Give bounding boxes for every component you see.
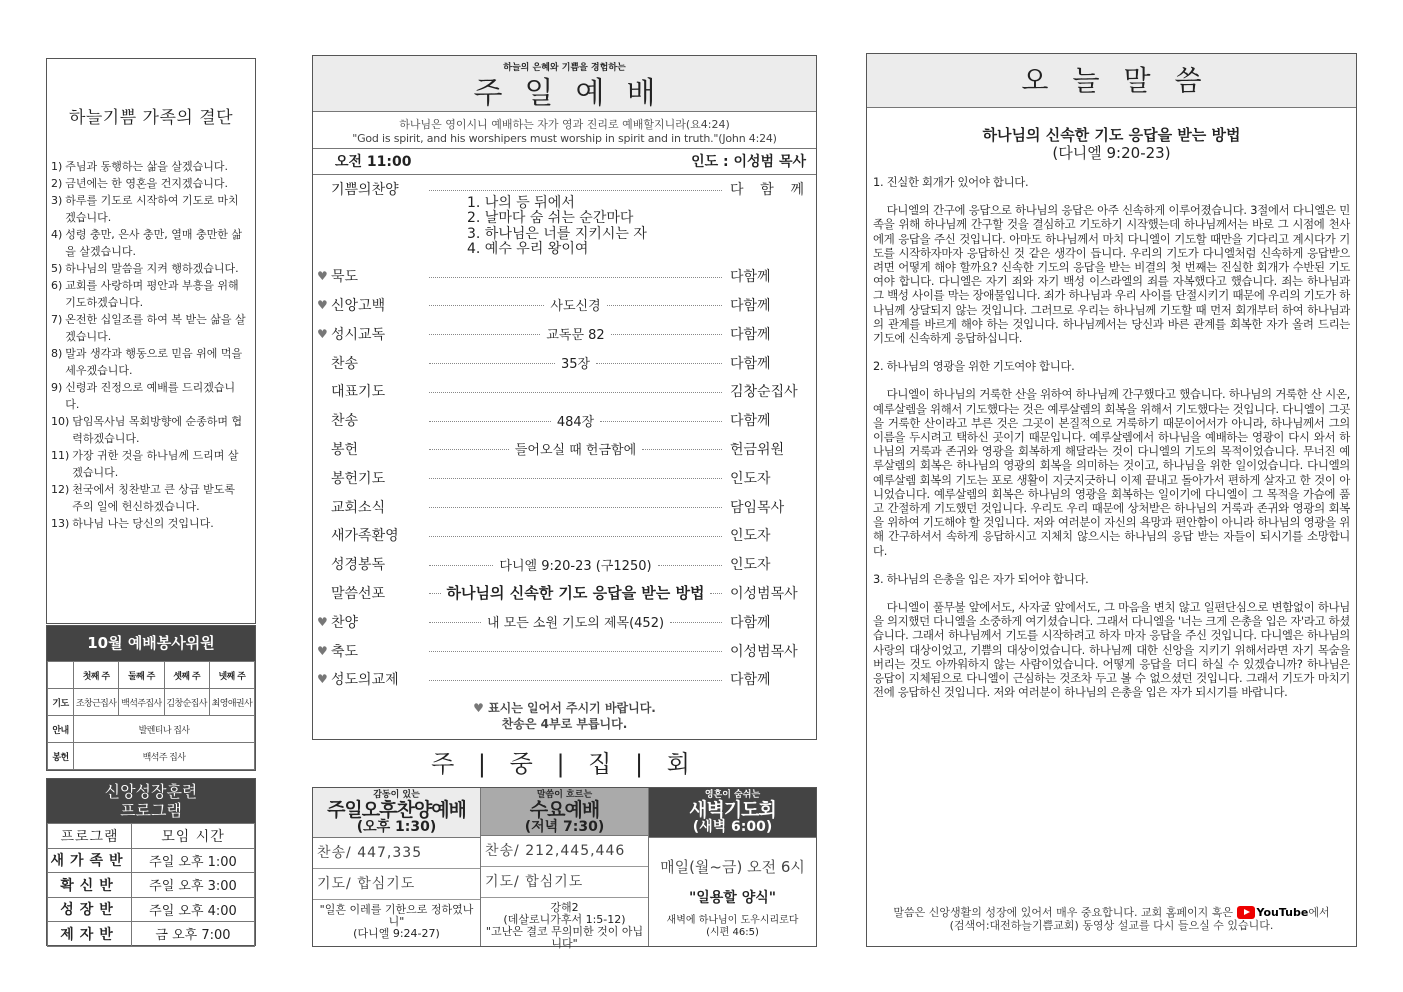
heart-icon: ♥ — [317, 269, 328, 284]
service-title: 주일예배 — [473, 76, 678, 111]
order-content-wrap — [429, 275, 722, 278]
resolution-item — [51, 277, 249, 311]
dotted-line — [429, 680, 722, 681]
footer-text-b: 에서 — [1308, 905, 1330, 919]
prayer-week-3: 김창순집사 — [164, 689, 209, 716]
order-content: 교독문 82 — [546, 328, 605, 344]
dotted-line — [658, 565, 722, 566]
sunday-afternoon-service — [313, 788, 481, 946]
order-who: 이성범목사 — [730, 643, 798, 660]
order-content-wrap — [429, 353, 722, 372]
dotted-line — [600, 421, 722, 422]
dotted-line — [429, 449, 509, 450]
order-label: 성도의교제 — [331, 672, 399, 689]
order-who: 담임목사 — [730, 499, 785, 516]
dotted-line — [429, 305, 544, 306]
order-row — [317, 607, 804, 636]
order-who: 인도자 — [730, 528, 771, 545]
opening-song: 2. 날마다 숨 쉬는 순간마다 — [467, 210, 634, 227]
training-time: 주일 오후 4:00 — [132, 897, 255, 922]
order-row — [317, 348, 804, 377]
resolution-item — [51, 260, 249, 277]
order-content-wrap — [429, 411, 722, 430]
resolution-text: 담임목사님 목회방향에 순종하며 협력하겠습니다. — [72, 415, 243, 445]
dotted-line — [429, 478, 722, 479]
dotted-line — [429, 277, 722, 278]
order-label: 말씀선포 — [331, 585, 386, 602]
footer-text-c: (검색어:대전하늘기쁨교회) 동영상 설교를 다시 들으실 수 있습니다. — [949, 919, 1274, 932]
sunday-hymn: 찬송/ 447,335 — [313, 838, 480, 869]
dotted-line — [429, 622, 481, 623]
order-label: 묵도 — [331, 269, 359, 286]
resolution-text: 말과 생각과 행동으로 믿음 위에 먹을 세우겠습니다. — [65, 347, 243, 377]
order-content: 내 모든 소원 기도의 제목(452) — [486, 616, 665, 632]
order-row — [317, 406, 804, 435]
resolution-item — [51, 345, 249, 379]
sermon-reference: (다니엘 9:20-23) — [1052, 144, 1171, 162]
order-label: 새가족환영 — [331, 528, 399, 545]
order-content: 다니엘 9:20-23 (구1250) — [499, 558, 652, 574]
order-content-wrap — [429, 649, 722, 652]
training-title — [47, 779, 255, 823]
order-who: 인도자 — [730, 557, 771, 574]
empty-cell — [48, 662, 74, 689]
opening-song: 4. 예수 우리 왕이여 — [467, 241, 589, 258]
sunday-sermon — [313, 900, 480, 946]
order-who: 김창순집사 — [730, 384, 798, 401]
resolution-item — [51, 175, 249, 192]
weekly-gatherings-title: 주 | 중 | 집 | 회 — [431, 750, 698, 778]
order-who: 다함께 — [730, 326, 771, 343]
wednesday-ref: (데살로니가후서 1:5-12) — [503, 913, 626, 926]
wednesday-hymn: 찬송/ 212,445,446 — [481, 836, 648, 867]
dawn-prayer-meeting — [649, 788, 816, 946]
order-who: 인도자 — [730, 470, 771, 487]
sunday-sermon-title: "일흔 이레를 기한으로 정하였나니" — [319, 903, 474, 928]
order-content-wrap — [429, 534, 722, 537]
sermon-point: 1. 진실한 회개가 있어야 합니다. — [873, 175, 1029, 189]
heart-icon: ♥ — [473, 700, 484, 715]
sunday-name: 주일오후찬양예배 — [327, 799, 466, 821]
prayer-week-4: 최영애권사 — [209, 689, 254, 716]
dawn-verse — [649, 915, 816, 939]
order-content-wrap — [429, 324, 722, 343]
order-content-wrap — [429, 555, 722, 574]
training-program: 새가족반 — [48, 848, 132, 873]
resolution-number: 4) — [51, 228, 63, 241]
dawn-name: 새벽기도회 — [689, 799, 776, 821]
dawn-theme: "일용할 양식" — [688, 890, 777, 906]
order-content-wrap — [429, 612, 722, 631]
dotted-line — [429, 565, 493, 566]
resolution-number: 3) — [51, 194, 63, 207]
resolution-number: 13) — [51, 517, 70, 530]
resolution-text: 금년에는 한 영혼을 건지겠습니다. — [65, 177, 229, 190]
sermon-body — [867, 175, 1356, 700]
order-who: 다함께 — [730, 297, 771, 314]
dotted-line — [596, 363, 722, 364]
order-content: 하나님의 신속한 기도 응답을 받는 방법 — [446, 584, 705, 603]
heart-icon: ♥ — [317, 297, 328, 312]
wednesday-prayer: 기도/ 합심기도 — [481, 867, 648, 898]
order-label: 찬송 — [331, 355, 359, 372]
dotted-line — [429, 536, 722, 537]
dotted-line — [429, 507, 722, 508]
resolution-item — [51, 158, 249, 175]
resolution-number: 6) — [51, 279, 63, 292]
opening-song: 3. 하나님은 너를 지키시는 자 — [467, 225, 647, 242]
order-row — [317, 550, 804, 579]
sunday-afternoon-header — [313, 788, 480, 838]
resolution-text: 하루를 기도로 시작하여 기도로 마치겠습니다. — [65, 194, 239, 224]
order-label: 대표기도 — [331, 384, 386, 401]
order-who: 이성범목사 — [730, 585, 798, 602]
resolution-text: 하나님 나는 당신의 것입니다. — [72, 517, 214, 530]
resolution-text: 성령 충만, 은사 충만, 열매 충만한 삶을 살겠습니다. — [65, 228, 243, 258]
col-program: 프로그램 — [48, 824, 132, 849]
training-row — [48, 873, 255, 898]
prayer-label: 기도 — [48, 689, 74, 716]
resolution-item — [51, 226, 249, 260]
prayer-week-1: 조창근집사 — [74, 689, 119, 716]
dotted-line — [670, 622, 722, 623]
resolution-text: 온전한 십일조를 하여 복 받는 삶을 살겠습니다. — [65, 313, 246, 343]
weekly-gatherings-panel — [312, 787, 817, 950]
usher-name: 발렌티나 집사 — [74, 716, 255, 743]
sermon-title: 하나님의 신속한 기도 응답을 받는 방법 — [982, 126, 1241, 144]
heart-icon: ♥ — [317, 672, 328, 687]
dotted-line — [642, 449, 722, 450]
training-header-row — [48, 824, 255, 849]
order-label: 기쁨의찬양 — [331, 182, 399, 199]
order-label: 축도 — [331, 643, 359, 660]
training-row — [48, 897, 255, 922]
heart-icon: ♥ — [317, 643, 328, 658]
dotted-line — [429, 421, 551, 422]
resolution-text: 교회를 사랑하며 평안과 부흥을 위해 기도하겠습니다. — [65, 279, 239, 309]
order-content: 484장 — [556, 414, 595, 430]
volunteers-table — [47, 661, 255, 770]
resolution-text: 천국에서 칭찬받고 큰 상급 받도록 주의 일에 헌신하겠습니다. — [72, 483, 236, 513]
sermon-paragraph: 다니엘이 하나님의 거룩한 산을 위하여 하나님께 간구했다고 했습니다. 하나님의 거룩한 산 시온, 예루살렘을 위해서 기도했다는 것은 예루살렘의 회복을 위해서 기도했다는 것입니다. 다니엘이 그곳을 거룩한 산이라고 부른 것은 그곳이 본질적으로 거룩하기 때문이어서가 아니라, 하나님께서 그의 이름을 두시려고 택하신 곳이기 때문입니다. 예루살렘에서 하나님을 예배하는 영광이 다시 와서 하나님의 거룩과 존귀와 영광을 회복하게 해달라는 것이 다니엘의 기도의 목적이었습니다. 무너진 예루살렘의 회복은 하나님의 영광의 회복을 의미하는 것이고, 하나님을 위한 일이었습니다. 다니엘의 예루살렘 회복의 기도는 포로 생활이 지긋지긋하니 이제 끝내고 돌아가서 편하게 살자고 한 것이 아니었습니다. 예루살렘의 회복은 하나님의 영광을 회복하는 일이기에 다니엘이 그 목적을 가슴에 품고 간절하게 기도했던 것입니다. 우리도 우리 때문에 상처받은 하나님의 거룩과 존귀와 영광의 회복을 위하여 기도해야 할 것입니다. 저와 여러분이 자신의 욕망과 편안함이 아니라 하나님의 영광을 위해 간구하셔서 속하게 응답하시고 지체치 않으시는 하나님의 응답 받는 자들이 되시기를 소망합니다. — [873, 387, 1350, 558]
training-table — [47, 823, 255, 947]
usher-row — [48, 716, 255, 743]
note-line1: 표시는 일어서 주시기 바랍니다. — [488, 700, 656, 715]
order-row — [317, 463, 804, 492]
resolution-item — [51, 481, 249, 515]
sermon-footer — [867, 906, 1356, 933]
order-label: 봉헌기도 — [331, 470, 386, 487]
order-row — [317, 579, 804, 608]
dawn-header — [649, 788, 816, 838]
order-row — [317, 665, 804, 694]
service-banner — [313, 56, 816, 112]
order-who: 다함께 — [730, 413, 771, 430]
training-program-panel — [46, 778, 256, 946]
service-verse — [313, 112, 816, 149]
resolution-number: 7) — [51, 313, 63, 326]
dotted-line — [429, 334, 540, 335]
order-who: 다함께 — [730, 614, 771, 631]
wednesday-name: 수요예배 — [529, 799, 600, 821]
dawn-verse-text: 새벽에 하나님이 도우시리로다 — [666, 915, 799, 926]
training-title-line2: 프로그램 — [120, 801, 182, 820]
service-timebar — [313, 149, 816, 175]
offering-name: 백석주 집사 — [74, 743, 255, 770]
training-program: 제자반 — [48, 922, 132, 947]
youtube-link[interactable] — [1237, 906, 1309, 919]
training-program: 확신반 — [48, 873, 132, 898]
order-row — [317, 262, 804, 291]
training-title-line1: 신앙성장훈련 — [104, 782, 198, 801]
wednesday-title: "고난은 결코 무의미한 것이 아닙니다" — [485, 925, 644, 950]
training-time: 주일 오후 3:00 — [132, 873, 255, 898]
offering-row — [48, 743, 255, 770]
order-who: 다함께 — [730, 355, 771, 372]
resolution-text: 신령과 진정으로 예배를 드리겠습니다. — [65, 381, 236, 411]
resolution-number: 1) — [51, 160, 63, 173]
service-time: 오전 11:00 — [335, 154, 412, 170]
week-1: 첫째 주 — [74, 662, 119, 689]
order-row — [317, 521, 804, 550]
resolution-number: 11) — [51, 449, 70, 462]
order-content-wrap — [429, 439, 722, 458]
sermon-paragraph: 다니엘이 풀무불 앞에서도, 사자굴 앞에서도, 그 마음을 변치 않고 일편단심으로 변함없이 하나님을 의지했던 다니엘을 소중하게 여기셨습니다. 그래서 다니엘을 '너는 크게 은총을 입은 자'라고 하셨습니다. 그래서 하나님께서 기도를 시작하려고 하자 마자 응답을 주신 것입니다. 다니엘은 하나님의 사랑의 대상이었고, 기쁨의 대상이었습니다. 하나님께 대한 신앙을 지키기 위해서라면 자기 목숨을 버리는 것도 아까워하지 않는 사람이었습니다. 어떻게 응답을 더디 하실 수 있겠습니까? 하나님은 응답이 지체됨으로 다니엘이 근심하는 것조차 두고 볼 수 없으셨던 것입니다. 그래서 기도가 마치기 전에 응답하신 것입니다. 저와 여러분이 하나님의 은총을 입은 자가 되시기를 바랍니다. — [873, 600, 1350, 700]
week-2: 둘째 주 — [119, 662, 164, 689]
order-who: 다함께 — [730, 672, 771, 689]
week-4: 넷째 주 — [209, 662, 254, 689]
heart-icon: ♥ — [317, 614, 328, 629]
sermon-point: 2. 하나님의 영광을 위한 기도여야 합니다. — [873, 359, 1075, 374]
order-label: 봉헌 — [331, 441, 359, 458]
usher-label: 안내 — [48, 716, 74, 743]
order-label: 찬송 — [331, 413, 359, 430]
dotted-line — [710, 593, 722, 594]
order-of-worship — [313, 175, 816, 694]
sunday-prayer: 기도/ 합심기도 — [313, 869, 480, 900]
order-content: 사도신경 — [550, 299, 601, 315]
opening-song-list — [467, 196, 804, 258]
service-leader: 인도 : 이성범 목사 — [691, 154, 806, 170]
resolution-text: 가장 귀한 것을 하나님께 드리며 살겠습니다. — [72, 449, 239, 479]
resolution-item — [51, 413, 249, 447]
resolution-item — [51, 379, 249, 413]
resolution-number: 10) — [51, 415, 70, 428]
resolution-item — [51, 515, 249, 532]
dotted-line — [429, 363, 555, 364]
order-content-wrap — [429, 295, 722, 314]
order-content-wrap — [429, 678, 722, 681]
order-row — [317, 377, 804, 406]
note-line2: 찬송은 4부로 부릅니다. — [501, 716, 628, 731]
volunteers-title: 10월 예배봉사위원 — [47, 626, 255, 661]
wednesday-tag: 말씀이 흐르는 — [536, 790, 593, 800]
dawn-schedule: 매일(월~금) 오전 6시 — [660, 858, 805, 876]
prayer-week-2: 백석주집사 — [119, 689, 164, 716]
resolution-text: 하나님의 말씀을 지켜 행하겠습니다. — [65, 262, 239, 275]
training-program: 성장반 — [48, 897, 132, 922]
youtube-label: YouTube — [1256, 906, 1309, 919]
service-subtitle: 하늘의 은혜와 기쁨을 경험하는 — [503, 63, 626, 73]
prayer-row — [48, 689, 255, 716]
resolution-number: 8) — [51, 347, 63, 360]
heart-icon: ♥ — [317, 326, 328, 341]
dawn-time: (새벽 6:00) — [692, 819, 773, 835]
volunteers-panel — [46, 625, 256, 771]
order-label: 신앙고백 — [331, 297, 386, 314]
resolution-item — [51, 447, 249, 481]
sermon-point: 3. 하나님의 은총을 입은 자가 되어야 합니다. — [873, 571, 1089, 586]
verse-korean: 하나님은 영이시니 예배하는 자가 영과 진리로 예배할지니라(요4:24) — [399, 118, 730, 131]
order-who: 헌금위원 — [730, 441, 785, 458]
order-row — [317, 291, 804, 320]
verse-english: "God is spirit, and his worshipers must worship in spirit and in truth."(John 4:24) — [352, 132, 777, 145]
family-resolution-panel — [46, 58, 256, 624]
todays-sermon-panel — [866, 53, 1357, 947]
wednesday-time: (저녁 7:30) — [524, 819, 605, 835]
order-label: 찬양 — [331, 614, 359, 631]
youtube-icon — [1237, 906, 1255, 919]
resolution-number: 9) — [51, 381, 63, 394]
footer-text-a: 말씀은 신앙생활의 성장에 있어서 매우 중요합니다. 교회 홈페이지 혹은 — [893, 905, 1234, 919]
order-leader-dots — [429, 188, 722, 191]
sermon-paragraph: 다니엘의 간구에 응답으로 하나님의 응답은 아주 신속하게 이루어졌습니다. 3절에서 다니엘은 민족을 위해 하나님께 간구할 것을 결심하고 기도하기 시작했는데 하나님께서는 바로 그 시점에 천사에게 응답을 주신 것입니다. 아마도 하나님께서 마치 다니엘이 기도할 때만을 기다리고 계시다가 기도를 시작하자마자 응답하신 것 같은 생각이 듭니다. 우리의 기도가 다니엘처럼 신속하게 응답받으려면 어떻게 해야 할까요? 신속한 기도의 응답을 받는 비결의 첫 번째는 진실한 회개가 수반된 기도여야 합니다. 다니엘은 자기 죄와 자기 백성 이스라엘의 죄를 자복했다고 했습니다. 죄는 하나님과 그 백성 사이를 막는 장애물입니다. 죄가 하나님과 우리 사이를 단절시키기 때문에 우리의 기도가 하나님께 상달되지 않는 것입니다. 그러므로 우리는 하나님께 기도할 때 먼저 회개부터 하여 하나님과의 관계를 바르게 해야 하는 것입니다. 하나님께서는 당신과 바른 관계를 회복한 자가 올려 드리는 기도에 신속하게 응답하십니다. — [873, 203, 1350, 346]
training-row — [48, 922, 255, 947]
order-content-wrap — [429, 582, 722, 603]
order-row — [317, 435, 804, 464]
order-row — [317, 492, 804, 521]
dotted-line — [429, 651, 722, 652]
order-label: 성시교독 — [331, 326, 386, 343]
sunday-service-panel — [312, 55, 817, 740]
resolution-number: 5) — [51, 262, 63, 275]
wednesday-series: 강해2 — [550, 901, 579, 914]
dotted-line — [429, 593, 441, 594]
sermon-banner: 오늘말씀 — [867, 54, 1356, 108]
wednesday-sermon — [481, 898, 648, 950]
order-label: 성경봉독 — [331, 557, 386, 574]
resolution-item — [51, 311, 249, 345]
weeks-row — [48, 662, 255, 689]
order-row — [317, 319, 804, 348]
order-content-wrap — [429, 390, 722, 393]
sunday-tag: 감동이 있는 — [373, 790, 420, 800]
week-3: 셋째 주 — [164, 662, 209, 689]
dawn-tag: 영혼이 숨쉬는 — [704, 790, 761, 800]
service-note — [313, 700, 816, 732]
order-row — [317, 636, 804, 665]
training-time: 금 오후 7:00 — [132, 922, 255, 947]
order-label: 교회소식 — [331, 499, 386, 516]
resolution-title: 하늘기쁨 가족의 결단 — [68, 108, 234, 128]
wednesday-header — [481, 788, 648, 836]
order-who: 다 함 께 — [730, 182, 804, 199]
offering-label: 봉헌 — [48, 743, 74, 770]
opening-song: 1. 나의 등 뒤에서 — [467, 194, 575, 211]
order-content-wrap — [429, 505, 722, 508]
dotted-line — [429, 190, 722, 191]
sunday-sermon-ref: (다니엘 9:24-27) — [353, 927, 440, 940]
resolution-item — [51, 192, 249, 226]
dotted-line — [429, 392, 722, 393]
col-time: 모임 시간 — [132, 824, 255, 849]
wednesday-service — [481, 788, 649, 950]
sunday-time: (오후 1:30) — [356, 819, 437, 835]
resolution-number: 2) — [51, 177, 63, 190]
training-row — [48, 848, 255, 873]
dotted-line — [611, 334, 722, 335]
order-content-wrap — [429, 476, 722, 479]
order-content: 들어오실 때 헌금함에 — [514, 443, 637, 459]
resolution-list — [47, 158, 255, 532]
order-content: 35장 — [560, 357, 591, 373]
training-time: 주일 오후 1:00 — [132, 848, 255, 873]
resolution-text: 주님과 동행하는 삶을 살겠습니다. — [65, 160, 229, 173]
dawn-verse-ref: (시편 46:5) — [706, 927, 759, 938]
dotted-line — [607, 305, 722, 306]
resolution-number: 12) — [51, 483, 70, 496]
order-who: 다함께 — [730, 269, 771, 286]
